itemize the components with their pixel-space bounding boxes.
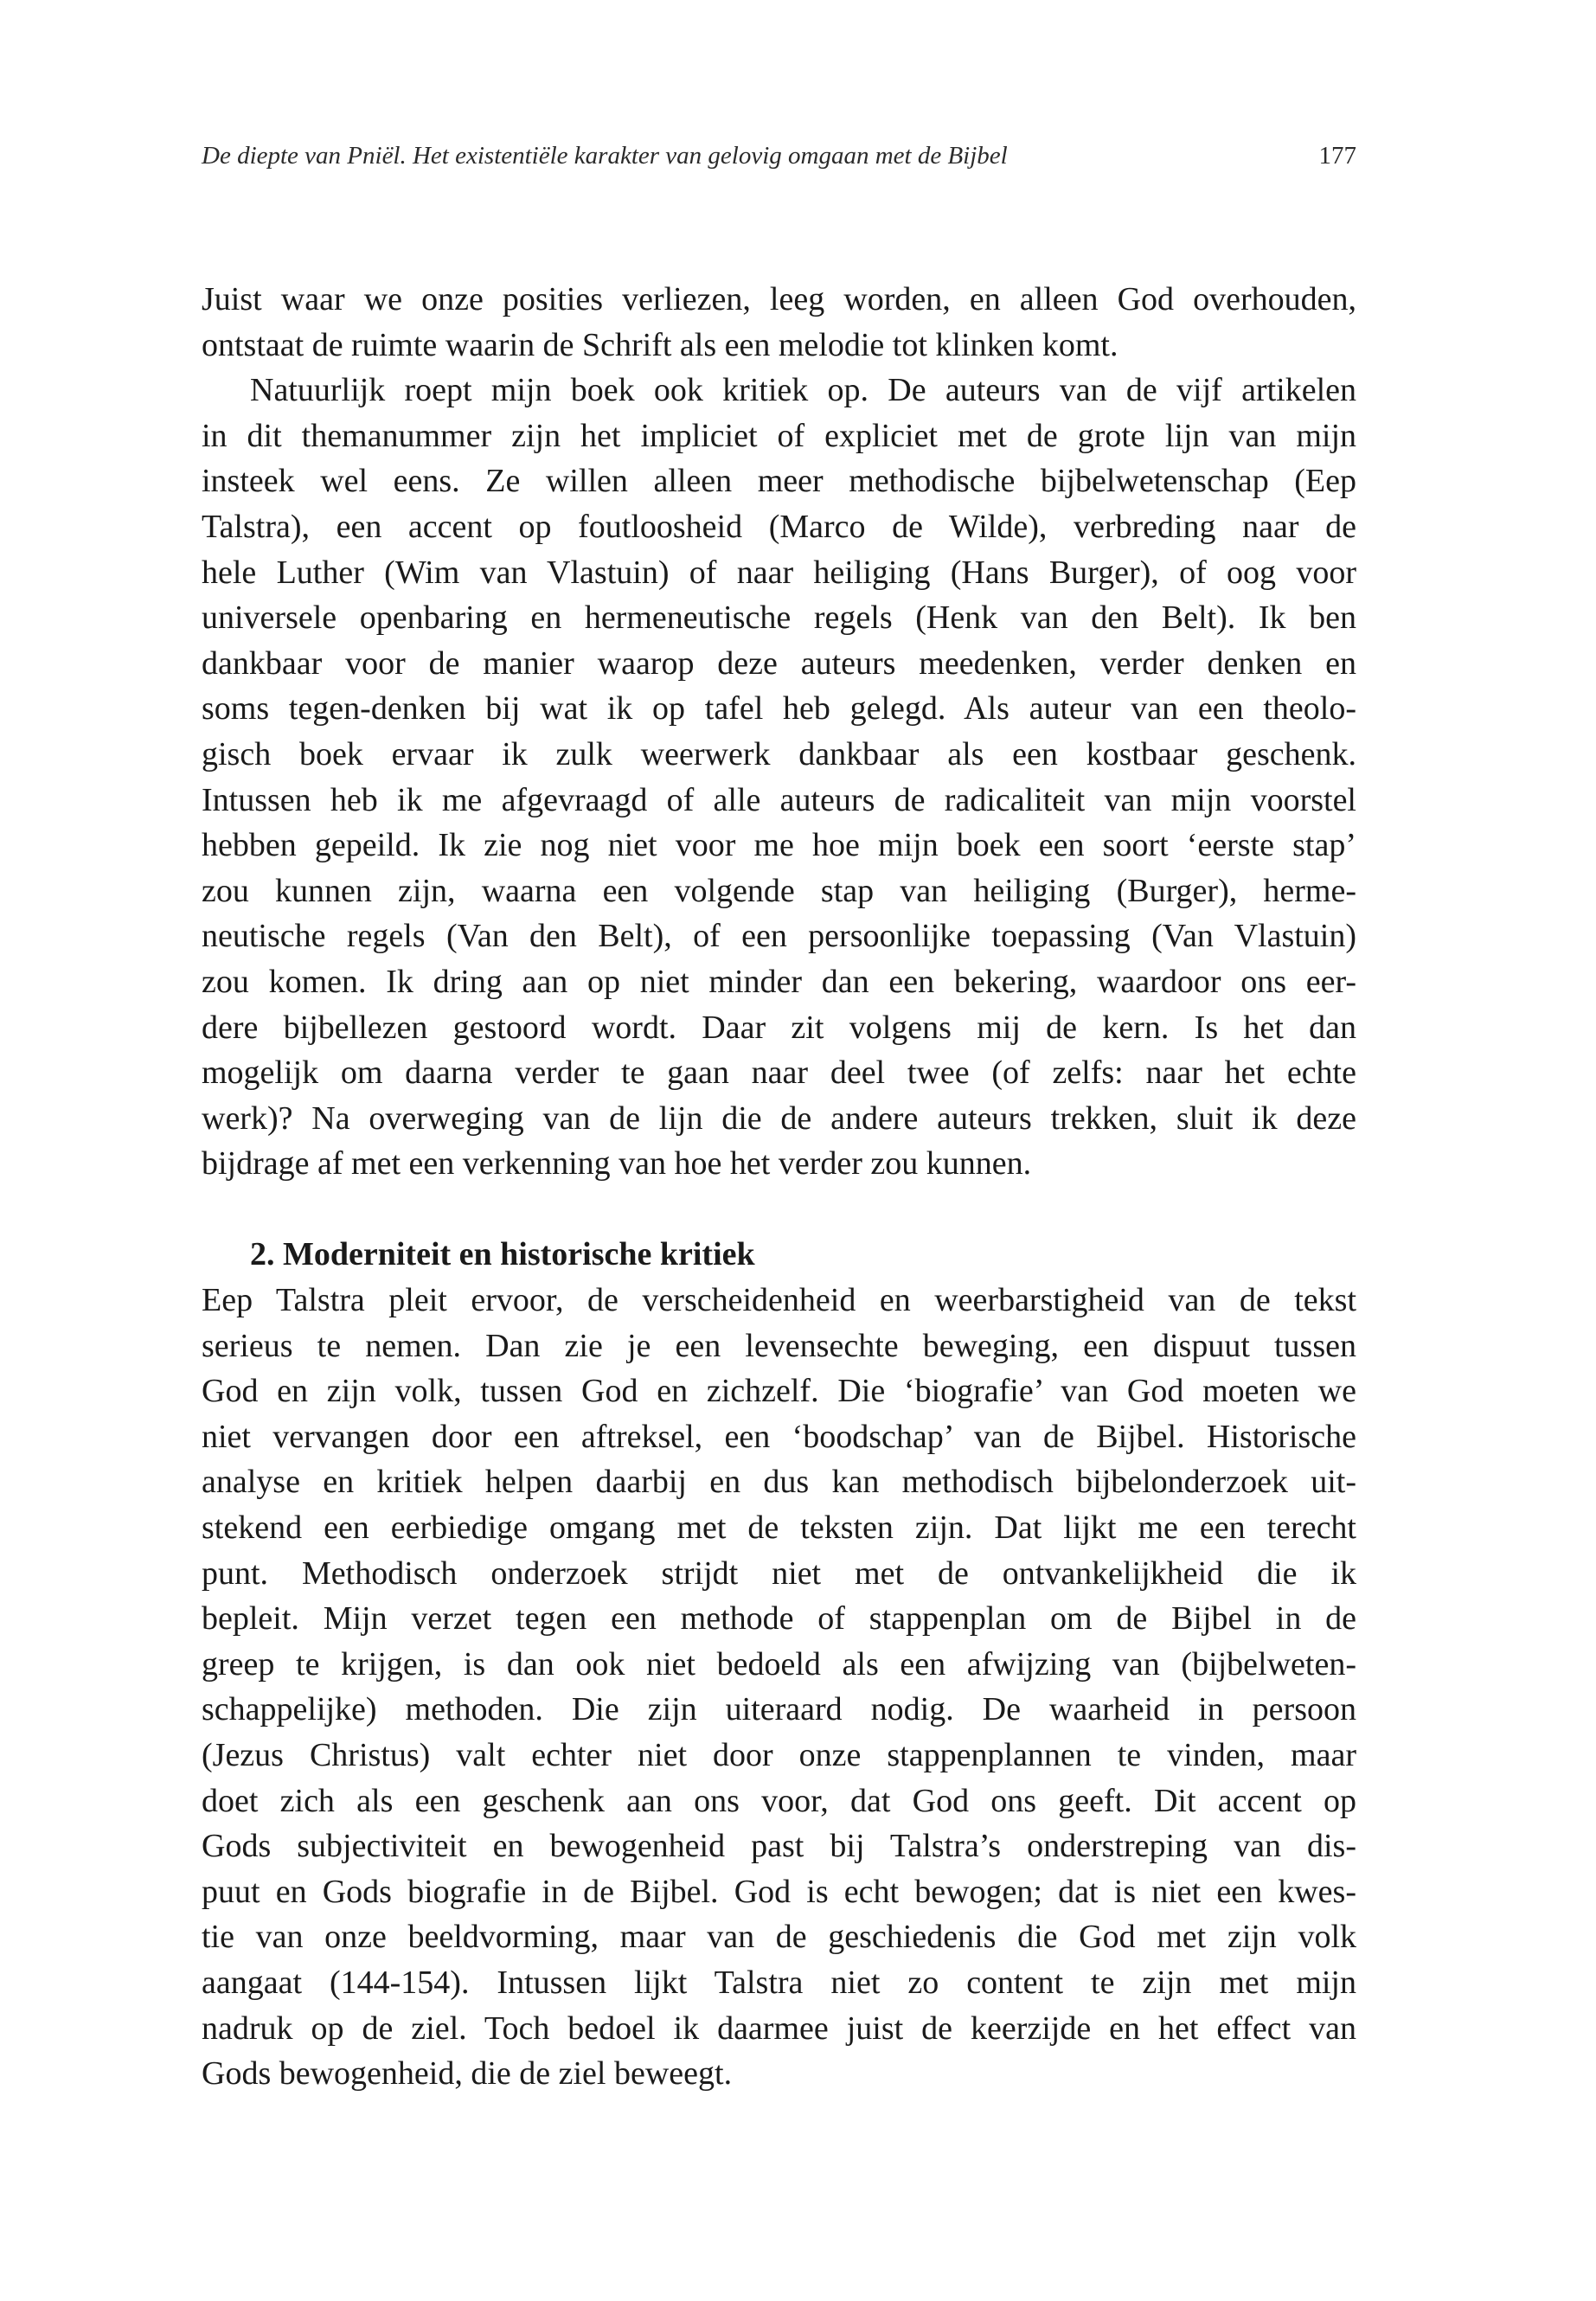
text-line: werk)? Na overweging van de lijn die de andere auteurs trekken, sluit ik deze — [202, 1099, 1356, 1137]
text-line: Talstra), een accent op foutloosheid (Marco de Wilde), verbreding naar de — [202, 508, 1356, 545]
text-line: Natuurlijk roept mijn boek ook kritiek op. De auteurs van de vijf artikelen — [250, 372, 1356, 409]
text-line: punt. Methodisch onderzoek strijdt niet met de ontvankelijkheid die ik — [202, 1554, 1356, 1592]
running-head — [202, 138, 1356, 182]
text-line: aangaat (144-154). Intussen lijkt Talstra niet zo content te zijn met mijn — [202, 1964, 1356, 2001]
text-line: puut en Gods biografie in de Bijbel. God is echt bewogen; dat is niet een kwes- — [202, 1873, 1356, 1910]
text-line: Juist waar we onze posities verliezen, leeg worden, en alleen God overhouden, — [202, 281, 1356, 317]
text-line: insteek wel eens. Ze willen alleen meer methodische bijbelwetenschap (Eep — [202, 463, 1356, 500]
text-line: schappelijke) methoden. Die zijn uiteraard nodig. De waarheid in persoon — [202, 1691, 1356, 1728]
text-line: bepleit. Mijn verzet tegen een methode of stappenplan om de Bijbel in de — [202, 1600, 1356, 1638]
text-line: dere bijbellezen gestoord wordt. Daar zit volgens mij de kern. Is het dan — [202, 1009, 1356, 1046]
text-line: Eep Talstra pleit ervoor, de verscheidenheid en weerbarstigheid van de tekst — [202, 1282, 1356, 1319]
text-line: universele openbaring en hermeneutische regels (Henk van den Belt). Ik ben — [202, 599, 1356, 637]
text-line: greep te krijgen, is dan ook niet bedoeld als een afwijzing van (bijbelweten- — [202, 1645, 1356, 1682]
body-text — [202, 277, 1356, 2097]
paragraph-2 — [202, 368, 1356, 1187]
text-line: God en zijn volk, tussen God en zichzelf. Die ‘biografie’ van God moeten we — [202, 1373, 1356, 1410]
page-number: 177 — [1318, 142, 1356, 170]
text-line: zou komen. Ik dring aan op niet minder dan een bekering, waardoor ons eer- — [202, 963, 1356, 1000]
section-heading: 2. Moderniteit en historische kritiek — [250, 1236, 755, 1273]
text-line: Gods bewogenheid, die de ziel beweegt. — [202, 2055, 733, 2093]
paragraph-1 — [202, 277, 1356, 368]
text-line: serieus te nemen. Dan zie je een levensechte beweging, een dispuut tussen — [202, 1327, 1356, 1364]
section-spacer — [202, 1187, 1356, 1233]
text-line: bijdrage af met een verkenning van hoe het verder zou kunnen. — [202, 1145, 1032, 1183]
text-line: (Jezus Christus) valt echter niet door onze stappenplannen te vinden, maar — [202, 1737, 1356, 1773]
text-line: doet zich als een geschenk aan ons voor, dat God ons geeft. Dit accent op — [202, 1782, 1356, 1819]
text-line: hele Luther (Wim van Vlastuin) of naar heiliging (Hans Burger), of oog voor — [202, 554, 1356, 591]
text-line: Intussen heb ik me afgevraagd of alle auteurs de radicaliteit van mijn voorstel — [202, 781, 1356, 818]
text-line: analyse en kritiek helpen daarbij en dus kan methodisch bijbelonderzoek uit- — [202, 1464, 1356, 1501]
text-line: soms tegen-denken bij wat ik op tafel heb gelegd. Als auteur van een theolo- — [202, 690, 1356, 727]
section-moderniteit — [202, 1232, 1356, 2096]
text-line: zou kunnen zijn, waarna een volgende stap van heiliging (Burger), herme- — [202, 872, 1356, 909]
text-line: hebben gepeild. Ik zie nog niet voor me hoe mijn boek een soort ‘eerste stap’ — [202, 827, 1356, 864]
text-line: stekend een eerbiedige omgang met de teksten zijn. Dat lijkt me een terecht — [202, 1509, 1356, 1547]
text-line: nadruk op de ziel. Toch bedoel ik daarmee juist de keerzijde en het effect van — [202, 2009, 1356, 2047]
text-line: gisch boek ervaar ik zulk weerwerk dankbaar als een kostbaar geschenk. — [202, 735, 1356, 772]
running-title: De diepte van Pniël. Het existentiële karakter van gelovig omgaan met de Bijbel — [202, 142, 1008, 170]
text-line: ontstaat de ruimte waarin de Schrift als een melodie tot klinken komt. — [202, 326, 1118, 363]
text-line: in dit themanummer zijn het impliciet of expliciet met de grote lijn van mijn — [202, 417, 1356, 454]
text-line: mogelijk om daarna verder te gaan naar deel twee (of zelfs: naar het echte — [202, 1054, 1356, 1092]
text-line: dankbaar voor de manier waarop deze auteurs meedenken, verder denken en — [202, 644, 1356, 682]
text-line: neutische regels (Van den Belt), of een persoonlijke toepassing (Van Vlastuin) — [202, 918, 1356, 955]
text-line: Gods subjectiviteit en bewogenheid past bij Talstra’s onderstreping van dis- — [202, 1828, 1356, 1865]
text-line: niet vervangen door een aftreksel, een ‘boodschap’ van de Bijbel. Historische — [202, 1418, 1356, 1455]
text-line: tie van onze beeldvorming, maar van de geschiedenis die God met zijn volk — [202, 1919, 1356, 1956]
